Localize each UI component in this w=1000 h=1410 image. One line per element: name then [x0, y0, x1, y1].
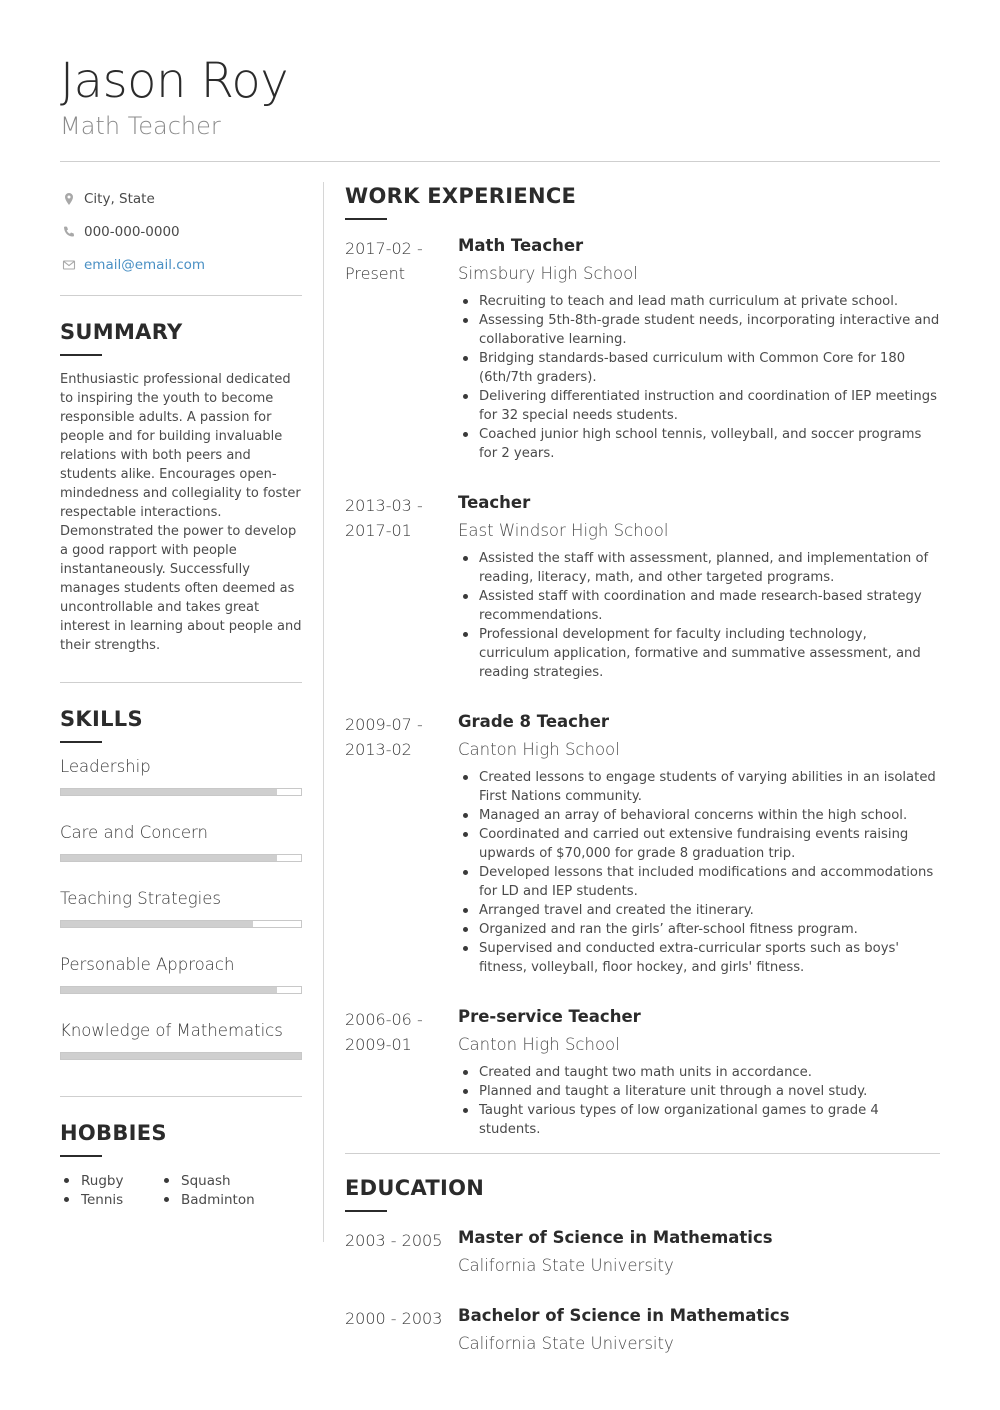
degree: Bachelor of Science in Mathematics: [458, 1306, 790, 1325]
skills-section: [60, 707, 302, 1060]
hobby-label: Tennis: [81, 1191, 124, 1208]
skill-bar-fill: [61, 987, 277, 993]
hobby-item: [60, 1171, 160, 1190]
employer: East Windsor High School: [458, 521, 669, 540]
school: California State University: [458, 1256, 674, 1275]
school: California State University: [458, 1334, 674, 1353]
work-list: [345, 236, 940, 1139]
contact-phone: [60, 215, 302, 248]
responsibility-item: Taught various types of low organizational games to grade 4 students.: [458, 1101, 940, 1139]
location-text: City, State: [84, 190, 155, 207]
skill-name: Leadership: [60, 757, 151, 776]
hobby-label: Rugby: [81, 1172, 124, 1189]
skills-underline: [60, 741, 102, 743]
responsibility-item: Assisted the staff with assessment, planned, and implementation of reading, literacy, math, and other targeted programs.: [458, 549, 940, 587]
education-heading: EDUCATION: [345, 1176, 485, 1200]
contact-block: [60, 182, 302, 281]
skill-bar: [60, 986, 302, 994]
job-title: Grade 8 Teacher: [458, 712, 610, 731]
responsibility-item: Managed an array of behavioral concerns within the high school.: [458, 806, 940, 825]
hobbies-section: [60, 1121, 302, 1209]
work-dates: [345, 1007, 458, 1139]
education-body: [458, 1228, 940, 1276]
work-date-start: 2017-02 -: [345, 239, 423, 258]
work-date-end: 2017-01: [345, 521, 412, 540]
degree: Master of Science in Mathematics: [458, 1228, 773, 1247]
skill-bar: [60, 920, 302, 928]
skills-list: [60, 757, 302, 1060]
job-title: Teacher: [458, 493, 531, 512]
responsibility-item: Assisted staff with coordination and made research-based strategy recommendations.: [458, 587, 940, 625]
hobbies-list: [60, 1171, 302, 1209]
work-dates: [345, 493, 458, 682]
skills-divider: [60, 1096, 302, 1097]
employer: Canton High School: [458, 740, 620, 759]
skill-bar: [60, 788, 302, 796]
skill-name: Knowledge of Mathematics: [60, 1021, 283, 1040]
responsibility-item: Planned and taught a literature unit through a novel study.: [458, 1082, 940, 1101]
responsibility-item: Arranged travel and created the itinerary.: [458, 901, 940, 920]
skill-item: [60, 955, 302, 994]
work-entry: [345, 1007, 940, 1139]
bullet-dot: [164, 1197, 169, 1202]
employer: Simsbury High School: [458, 264, 638, 283]
hobbies-heading: HOBBIES: [60, 1121, 167, 1145]
education-entry: [345, 1228, 940, 1276]
summary-heading: SUMMARY: [60, 320, 183, 344]
education-entry: [345, 1306, 940, 1354]
work-heading: WORK EXPERIENCE: [345, 184, 577, 208]
hobbies-underline: [60, 1155, 102, 1157]
education-dates: 2003 - 2005: [345, 1231, 443, 1250]
responsibility-item: Professional development for faculty including technology, curriculum application, formative and summative assessment, and reading strategies.: [458, 625, 940, 682]
skill-bar-fill: [61, 1053, 301, 1059]
header-divider: [60, 161, 940, 162]
work-dates: [345, 712, 458, 977]
responsibility-item: Created and taught two math units in accordance.: [458, 1063, 940, 1082]
skill-bar: [60, 854, 302, 862]
employer: Canton High School: [458, 1035, 620, 1054]
responsibility-item: Organized and ran the girls’ after-school fitness program.: [458, 920, 940, 939]
responsibility-item: Coordinated and carried out extensive fundraising events raising upwards of $70,000 for grade 8 graduation trip.: [458, 825, 940, 863]
work-date-end: Present: [345, 264, 406, 283]
summary-divider: [60, 682, 302, 683]
education-body: [458, 1306, 940, 1354]
responsibility-item: Created lessons to engage students of varying abilities in an isolated First Nations community.: [458, 768, 940, 806]
work-entry: [345, 493, 940, 682]
summary-underline: [60, 354, 102, 356]
contact-email[interactable]: [60, 248, 302, 281]
skill-item: [60, 823, 302, 862]
work-date-start: 2013-03 -: [345, 496, 423, 515]
education-section: [345, 1176, 940, 1354]
phone-icon: [62, 225, 76, 239]
skill-bar: [60, 1052, 302, 1060]
hobby-item: [160, 1190, 280, 1209]
email-link[interactable]: email@email.com: [84, 256, 206, 273]
education-list: [345, 1228, 940, 1354]
mail-icon: [62, 258, 76, 272]
summary-text: Enthusiastic professional dedicated to inspiring the youth to become responsible adults. A passion for people and for building invaluable relations with both peers and students alike. Encourages open-mindedness and collegiality to foster respectable interactions. Demonstrated the power to develop a good rapport with people instantaneously. Successfully manages students often deemed as uncontrollable and takes great interest in learning about people and their strengths.: [60, 372, 302, 653]
hobby-item: [60, 1190, 160, 1209]
work-date-start: 2009-07 -: [345, 715, 423, 734]
skill-item: [60, 889, 302, 928]
contact-divider: [60, 295, 302, 296]
responsibility-item: Bridging standards-based curriculum with Common Core for 180 (6th/7th graders).: [458, 349, 940, 387]
column-divider: [323, 182, 324, 1242]
job-title: Math Teacher: [458, 236, 584, 255]
hobby-label: Squash: [181, 1172, 231, 1189]
responsibilities-list: [458, 292, 940, 463]
skill-name: Teaching Strategies: [60, 889, 221, 908]
location-pin-icon: [62, 192, 76, 206]
work-section: [345, 184, 940, 1139]
education-underline: [345, 1210, 387, 1212]
sidebar: [60, 182, 302, 1209]
hobby-label: Badminton: [181, 1191, 255, 1208]
responsibilities-list: [458, 768, 940, 977]
responsibilities-list: [458, 549, 940, 682]
skill-bar-fill: [61, 855, 277, 861]
main-column: [345, 182, 940, 1354]
work-divider: [345, 1153, 940, 1154]
work-date-end: 2009-01: [345, 1035, 412, 1054]
responsibility-item: Assessing 5th-8th-grade student needs, incorporating interactive and collaborative learning.: [458, 311, 940, 349]
contact-location: [60, 182, 302, 215]
responsibility-item: Delivering differentiated instruction and coordination of IEP meetings for 32 special needs students.: [458, 387, 940, 425]
work-date-end: 2013-02: [345, 740, 412, 759]
skill-bar-fill: [61, 921, 253, 927]
bullet-dot: [64, 1178, 69, 1183]
work-body: [458, 236, 940, 463]
work-dates: [345, 236, 458, 463]
responsibility-item: Developed lessons that included modifications and accommodations for LD and IEP students.: [458, 863, 940, 901]
skill-item: [60, 757, 302, 796]
phone-text: 000-000-0000: [84, 223, 180, 240]
education-dates: 2000 - 2003: [345, 1309, 443, 1328]
summary-section: [60, 320, 302, 655]
candidate-title: Math Teacher: [60, 111, 221, 140]
work-entry: [345, 236, 940, 463]
skills-heading: SKILLS: [60, 707, 143, 731]
work-body: [458, 493, 940, 682]
bullet-dot: [164, 1178, 169, 1183]
responsibility-item: Supervised and conducted extra-curricular sports such as boys' fitness, volleyball, floor hockey, and girls' fitness.: [458, 939, 940, 977]
responsibilities-list: [458, 1063, 940, 1139]
candidate-name: Jason Roy: [60, 53, 289, 109]
work-underline: [345, 218, 387, 220]
job-title: Pre-service Teacher: [458, 1007, 641, 1026]
resume-header: [60, 55, 940, 140]
skill-name: Care and Concern: [60, 823, 208, 842]
work-date-start: 2006-06 -: [345, 1010, 423, 1029]
responsibility-item: Recruiting to teach and lead math curriculum at private school.: [458, 292, 940, 311]
bullet-dot: [64, 1197, 69, 1202]
hobby-item: [160, 1171, 280, 1190]
skill-name: Personable Approach: [60, 955, 235, 974]
work-entry: [345, 712, 940, 977]
skill-item: [60, 1021, 302, 1060]
responsibility-item: Coached junior high school tennis, volleyball, and soccer programs for 2 years.: [458, 425, 940, 463]
skill-bar-fill: [61, 789, 277, 795]
work-body: [458, 1007, 940, 1139]
work-body: [458, 712, 940, 977]
